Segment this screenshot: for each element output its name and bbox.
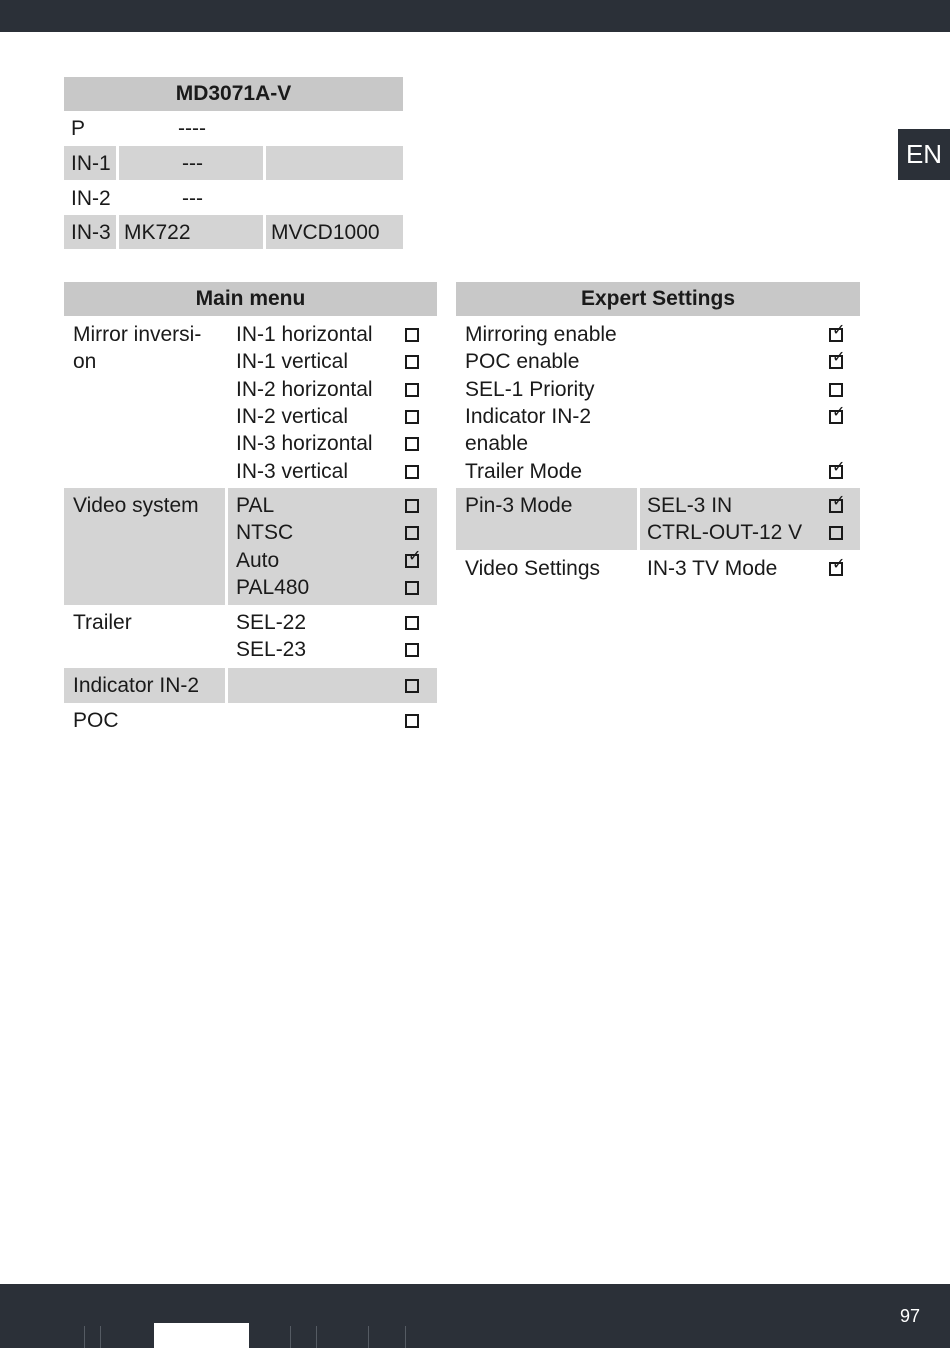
option-label: IN-1 horizontal bbox=[236, 323, 373, 346]
footer-mark bbox=[316, 1326, 317, 1348]
model-row-label: IN-2 bbox=[71, 187, 111, 210]
option-label: CTRL-OUT-12 V bbox=[647, 521, 803, 545]
footer-mark bbox=[368, 1326, 369, 1348]
option-label: IN-3 vertical bbox=[236, 459, 349, 483]
video-settings-option: IN-3 TV Mode bbox=[647, 557, 778, 580]
language-tab[interactable]: EN bbox=[898, 129, 950, 180]
divider bbox=[116, 146, 119, 180]
check-mark-icon: ✓ bbox=[832, 349, 846, 367]
option-checkbox[interactable] bbox=[405, 383, 419, 397]
footer-mark bbox=[290, 1326, 291, 1348]
option-checkbox[interactable] bbox=[829, 493, 846, 513]
option-label: PAL bbox=[236, 494, 275, 517]
page-number: 97 bbox=[899, 1306, 920, 1326]
option-checkbox[interactable] bbox=[829, 526, 843, 540]
option-label: IN-2 vertical bbox=[236, 404, 349, 428]
option-label: Mirroring enable bbox=[465, 323, 617, 346]
option-label: SEL-22 bbox=[236, 611, 307, 634]
check-mark-icon: ✓ bbox=[832, 322, 846, 339]
expert-settings-title: Expert Settings bbox=[456, 282, 860, 316]
option-checkbox[interactable] bbox=[405, 410, 419, 424]
check-mark-icon: ✓ bbox=[832, 403, 846, 421]
check-mark-icon: ✓ bbox=[832, 458, 846, 476]
model-row-value: --- bbox=[182, 152, 203, 175]
option-checkbox[interactable] bbox=[829, 383, 843, 397]
footer-mark bbox=[405, 1326, 406, 1348]
option-checkbox[interactable] bbox=[405, 355, 419, 369]
footer-mark bbox=[84, 1326, 85, 1348]
top-bar bbox=[0, 0, 950, 32]
indicator-checkbox[interactable] bbox=[405, 679, 419, 693]
mirror-inversion-label: Mirror inversi- bbox=[73, 323, 202, 346]
poc-checkbox[interactable] bbox=[405, 714, 419, 728]
option-checkbox[interactable] bbox=[405, 437, 419, 451]
option-checkbox[interactable] bbox=[829, 349, 846, 369]
option-label: Auto bbox=[236, 548, 280, 572]
divider bbox=[225, 488, 228, 605]
indicator-label: Indicator IN-2 bbox=[73, 674, 200, 697]
divider bbox=[116, 215, 119, 249]
option-checkbox[interactable] bbox=[405, 499, 419, 513]
footer-mark bbox=[100, 1326, 101, 1348]
option-label: Trailer Mode bbox=[465, 459, 583, 483]
option-checkbox[interactable] bbox=[405, 526, 419, 540]
model-row-label: IN-3 bbox=[71, 221, 111, 244]
option-checkbox[interactable] bbox=[405, 547, 422, 568]
option-label: IN-2 horizontal bbox=[236, 377, 373, 401]
option-label: IN-3 horizontal bbox=[236, 432, 373, 456]
main-menu-title: Main menu bbox=[64, 282, 437, 316]
option-label: IN-1 vertical bbox=[236, 350, 349, 374]
option-label: SEL-3 IN bbox=[647, 494, 733, 517]
poc-label: POC bbox=[73, 709, 119, 732]
footer-block bbox=[154, 1323, 249, 1348]
divider bbox=[263, 215, 266, 249]
model-row-value: --- bbox=[182, 187, 203, 210]
video-settings-label: Video Settings bbox=[465, 557, 601, 580]
option-checkbox[interactable] bbox=[405, 465, 419, 479]
option-checkbox[interactable] bbox=[405, 643, 419, 657]
pin3-mode-label: Pin-3 Mode bbox=[465, 494, 573, 517]
model-row-bg bbox=[64, 146, 403, 180]
option-checkbox[interactable] bbox=[829, 403, 846, 424]
mirror-inversion-label: on bbox=[73, 350, 97, 373]
option-label: SEL-23 bbox=[236, 638, 307, 662]
model-row-value: MVCD1000 bbox=[271, 221, 380, 244]
option-checkbox[interactable] bbox=[829, 322, 846, 342]
option-checkbox[interactable] bbox=[405, 616, 419, 630]
model-row-value: MK722 bbox=[124, 221, 191, 244]
option-label: PAL480 bbox=[236, 575, 310, 599]
model-table-title: MD3071A-V bbox=[64, 77, 403, 111]
divider bbox=[225, 668, 228, 703]
trailer-label: Trailer bbox=[73, 611, 132, 634]
check-mark-icon: ✓ bbox=[832, 493, 846, 510]
option-label: Indicator IN-2 bbox=[465, 404, 592, 428]
model-row-label: P bbox=[71, 117, 86, 140]
check-mark-icon: ✓ bbox=[832, 556, 846, 573]
option-label: POC enable bbox=[465, 350, 580, 374]
option-checkbox[interactable] bbox=[405, 581, 419, 595]
model-row-label: IN-1 bbox=[71, 152, 111, 175]
divider bbox=[637, 488, 640, 550]
option-label: enable bbox=[465, 432, 529, 456]
check-mark-icon: ✓ bbox=[408, 547, 422, 565]
video-settings-checkbox[interactable] bbox=[829, 556, 846, 576]
divider bbox=[263, 146, 266, 180]
video-system-label: Video system bbox=[73, 494, 199, 517]
option-label: NTSC bbox=[236, 521, 294, 545]
footer-bar bbox=[0, 1284, 950, 1348]
option-checkbox[interactable] bbox=[829, 458, 846, 479]
option-label: SEL-1 Priority bbox=[465, 377, 595, 401]
model-row-value: ---- bbox=[178, 117, 206, 140]
option-checkbox[interactable] bbox=[405, 328, 419, 342]
